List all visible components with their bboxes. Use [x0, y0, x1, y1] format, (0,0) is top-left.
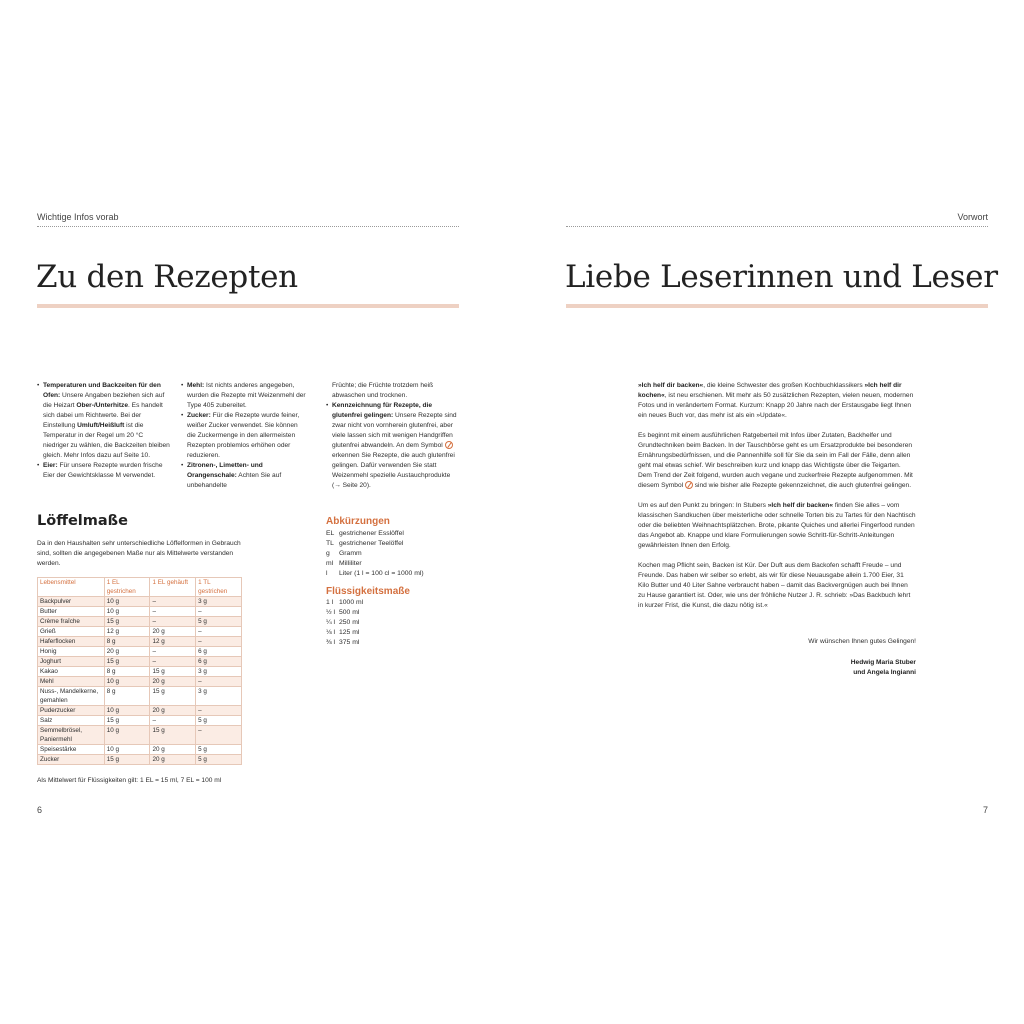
- table-cell: –: [150, 716, 196, 726]
- table-row: [38, 716, 242, 726]
- table-cell: 15 g: [150, 667, 196, 677]
- foreword-body: [638, 381, 916, 621]
- table-cell: Mehl: [38, 677, 105, 687]
- table-header: 1 EL gestrichen: [104, 578, 150, 597]
- table-cell: 12 g: [104, 627, 150, 637]
- closing-line: Wir wünschen Ihnen gutes Gelingen!: [808, 638, 916, 645]
- list-item-value: 375 ml: [339, 639, 360, 646]
- list-item-key: ½ l: [326, 609, 336, 616]
- list-item: [326, 628, 363, 638]
- table-cell: 20 g: [150, 627, 196, 637]
- table-cell: 6 g: [196, 657, 242, 667]
- table-row: [38, 647, 242, 657]
- spoon-measures-heading: Löffelmaße: [37, 513, 128, 529]
- table-cell: 20 g: [104, 647, 150, 657]
- table-row: [38, 677, 242, 687]
- list-item: [326, 598, 363, 608]
- table-cell: –: [196, 607, 242, 617]
- table-row: [38, 607, 242, 617]
- list-item: [326, 529, 424, 539]
- table-cell: –: [150, 597, 196, 607]
- table-cell: 3 g: [196, 667, 242, 677]
- table-cell: Joghurt: [38, 657, 105, 667]
- list-item-key: EL: [326, 530, 335, 537]
- left-running-head: Wichtige Infos vorab: [37, 212, 119, 222]
- table-cell: 20 g: [150, 745, 196, 755]
- table-cell: 10 g: [104, 745, 150, 755]
- table-cell: 6 g: [196, 647, 242, 657]
- list-item-value: Liter (1 l = 100 cl = 1000 ml): [339, 570, 424, 577]
- table-cell: 10 g: [104, 677, 150, 687]
- foreword-paragraph-4: Kochen mag Pflicht sein, Backen ist Kür. Der Duft aus dem Backofen schafft Freude – und Freunde. Das haben wir selber so erlebt, als wir für diese Neuausgabe allein 1.700 Eier, 31 Kilo Butter und 40 Liter Sahne verbraucht haben – damit das Backvergnügen auch bei Ihnen zu Hause garantiert ist. Oder, wie uns der fröhliche Nutzer J. R. schrieb: »Das Backbuch lehrt in kurzer Frist, die Kunst, die dazu nötig ist.«: [638, 562, 911, 609]
- info-column-2: [181, 381, 307, 491]
- list-item-value: gestrichener Esslöffel: [339, 530, 404, 537]
- table-cell: 5 g: [196, 745, 242, 755]
- list-item-value: 500 ml: [339, 609, 360, 616]
- abbreviations-heading: Abkürzungen: [326, 516, 390, 527]
- table-cell: 15 g: [150, 687, 196, 706]
- table-cell: 12 g: [150, 637, 196, 647]
- table-cell: 20 g: [150, 706, 196, 716]
- table-header: 1 TL gestrichen: [196, 578, 242, 597]
- table-cell: 15 g: [104, 617, 150, 627]
- list-item-key: ml: [326, 560, 334, 567]
- table-cell: –: [196, 726, 242, 745]
- list-item: [326, 549, 424, 559]
- table-cell: Puderzucker: [38, 706, 105, 716]
- list-item: [326, 608, 363, 618]
- list-item-key: g: [326, 550, 330, 557]
- table-cell: Semmelbrösel, Paniermehl: [38, 726, 105, 745]
- list-item: [326, 569, 424, 579]
- table-row: [38, 726, 242, 745]
- info-item-sugar: • Zucker: Für die Rezepte wurde feiner, weißer Zucker verwendet. Sie können die Zuckermenge in den allermeisten Rezepten problemlos erhöhen oder reduzieren.: [181, 411, 307, 461]
- fluid-measures-list: [326, 598, 363, 648]
- signature-line-1: Hedwig Maria Stuber: [850, 659, 916, 666]
- table-cell: 5 g: [196, 617, 242, 627]
- right-header-rule: [566, 226, 988, 227]
- foreword-paragraph-3: Um es auf den Punkt zu bringen: In Stubers »Ich helf dir backen« finden Sie alles – vom klassischen Sandkuchen über meisterliche oder schnelle Torten bis zu Tartes für den Nachtisch oder die beliebten Weihnachtsplätzchen. Brote, pikante Quiches und allerlei Fingerfood runden das Angebot ab. Knappe und klare Formulierungen sowie Schritt-für-Schritt-Anleitungen gewährleisten Ihnen den Erfolg.: [638, 502, 916, 549]
- list-item-key: 1 l: [326, 599, 334, 606]
- table-cell: Nuss-, Mandelkerne, gemahlen: [38, 687, 105, 706]
- signature-line-2: und Angela Ingianni: [853, 669, 916, 676]
- table-cell: –: [150, 657, 196, 667]
- table-cell: Butter: [38, 607, 105, 617]
- glutenfree-icon: [445, 441, 453, 449]
- list-item-value: gestrichener Teelöffel: [339, 540, 404, 547]
- list-item-value: Gramm: [339, 550, 362, 557]
- info-item-citrus: • Zitronen-, Limetten- und Orangenschale: Achten Sie auf unbehandelte: [181, 461, 307, 491]
- info-column-1: [37, 381, 170, 481]
- list-item: [326, 618, 363, 628]
- table-cell: 5 g: [196, 755, 242, 765]
- table-cell: 15 g: [104, 657, 150, 667]
- table-cell: –: [150, 607, 196, 617]
- table-cell: 10 g: [104, 597, 150, 607]
- citrus-continuation: Früchte; die Früchte trotzdem heiß abwaschen und trocknen.: [332, 382, 434, 399]
- table-cell: –: [150, 647, 196, 657]
- list-item-key: ⅛ l: [326, 629, 336, 636]
- list-item: [326, 638, 363, 648]
- table-cell: Speisestärke: [38, 745, 105, 755]
- list-item-value: Milliliter: [339, 560, 362, 567]
- table-row: [38, 657, 242, 667]
- left-page-number: 6: [37, 805, 43, 815]
- table-row: [38, 637, 242, 647]
- table-cell: 8 g: [104, 667, 150, 677]
- table-row: [38, 617, 242, 627]
- table-cell: 8 g: [104, 687, 150, 706]
- list-item: [326, 559, 424, 569]
- table-cell: –: [150, 617, 196, 627]
- spoon-measures-table: [37, 577, 242, 765]
- glutenfree-icon: [685, 481, 693, 489]
- table-row: [38, 755, 242, 765]
- table-row: [38, 667, 242, 677]
- table-cell: Kakao: [38, 667, 105, 677]
- right-title-underline: [566, 304, 988, 308]
- abbreviations-list: [326, 529, 424, 579]
- right-page-number: 7: [982, 805, 988, 815]
- table-row: [38, 745, 242, 755]
- foreword-paragraph-1: »Ich helf dir backen«, die kleine Schwester des großen Kochbuchklassikers »Ich helf dir kochen«, ist neu erschienen. Mit mehr als 50 zusätzlichen Rezepten, vielen neuen, modernen Fotos und in verändertem Format. Kurzum: Knapp 20 Jahre nach der Erstausgabe liegt Ihnen ein neues Buch vor, das mehr ist als ein »Update«.: [638, 382, 914, 419]
- list-item-key: ¼ l: [326, 619, 336, 626]
- table-cell: Crème fraîche: [38, 617, 105, 627]
- table-cell: 20 g: [150, 677, 196, 687]
- table-cell: –: [196, 706, 242, 716]
- right-running-head: Vorwort: [957, 212, 988, 222]
- table-cell: 15 g: [150, 726, 196, 745]
- table-header: Lebensmittel: [38, 578, 105, 597]
- table-cell: Zucker: [38, 755, 105, 765]
- table-cell: Grieß: [38, 627, 105, 637]
- list-item-value: 250 ml: [339, 619, 360, 626]
- right-page-title: Liebe Leserinnen und Leser: [565, 259, 998, 295]
- table-cell: 5 g: [196, 716, 242, 726]
- list-item-key: l: [326, 570, 328, 577]
- table-cell: 15 g: [104, 716, 150, 726]
- table-cell: Backpulver: [38, 597, 105, 607]
- table-cell: –: [196, 677, 242, 687]
- list-item-value: 1000 ml: [339, 599, 364, 606]
- table-cell: 10 g: [104, 706, 150, 716]
- table-cell: Salz: [38, 716, 105, 726]
- fluid-measures-heading: Flüssigkeitsmaße: [326, 586, 410, 597]
- info-item-eggs: • Eier: Für unsere Rezepte wurden frische Eier der Gewichtsklasse M verwendet.: [37, 461, 170, 481]
- left-title-underline: [37, 304, 459, 308]
- table-cell: –: [196, 627, 242, 637]
- table-cell: 10 g: [104, 607, 150, 617]
- table-row: [38, 597, 242, 607]
- table-row: [38, 627, 242, 637]
- left-page-title: Zu den Rezepten: [36, 259, 298, 295]
- foreword-paragraph-2: Es beginnt mit einem ausführlichen Ratgeberteil mit Infos über Zutaten, Backhelfer und Grundtechniken beim Backen. In der Tauschbörse geht es um Ersatzprodukte bei besonderen Ernährungsbedürfnissen, und die Pannenhilfe soll für Sie da sein im Fall der Fälle, denn allen geht mal etwas schief. Wir beschreiben kurz und knapp das Wichtigste über die Teigarten. Dem Trend der Zeit folgend, wurden auch vegane und zuckerfreie Rezepte aufgenommen. Mit diesem Symbol sind wie bisher alle Rezepte gekennzeichnet, die auch glutenfrei gelingen.: [638, 432, 913, 489]
- table-header: 1 EL gehäuft: [150, 578, 196, 597]
- table-row: [38, 706, 242, 716]
- table-header-row: [38, 578, 242, 597]
- table-cell: Haferflocken: [38, 637, 105, 647]
- table-cell: 10 g: [104, 726, 150, 745]
- spoon-measures-intro: Da in den Haushalten sehr unterschiedliche Löffelformen in Gebrauch sind, sollten die angegebenen Maße nur als Mittelwerte verstanden werden.: [37, 540, 241, 567]
- table-cell: 8 g: [104, 637, 150, 647]
- fluid-average-note: Als Mittelwert für Flüssigkeiten gilt: 1 EL = 15 ml, 7 EL = 100 ml: [37, 777, 222, 784]
- table-row: [38, 687, 242, 706]
- left-header-rule: [37, 226, 459, 227]
- table-cell: 3 g: [196, 597, 242, 607]
- info-item-temperature: • Temperaturen und Backzeiten für den Ofen: Unsere Angaben beziehen sich auf die Heizart Ober-/Unterhitze. Es handelt sich dabei um Richtwerte. Bei der Einstellung Umluft/Heißluft ist die Temperatur in der Regel um 20 °C niedriger zu wählen, die Backzeiten bleiben gleich. Mehr Infos dazu auf Seite 10.: [37, 381, 170, 461]
- list-item: [326, 539, 424, 549]
- table-cell: Honig: [38, 647, 105, 657]
- info-item-glutenfree: • Kennzeichnung für Rezepte, die glutenfrei gelingen: Unsere Rezepte sind zwar nicht von vornherein glutenfrei, aber viele lassen sich mit wenigen Handgriffen glutenfrei abwandeln. An dem Symbol erkennen Sie Rezepte, die auch glutenfrei gelingen. Dafür verwenden Sie statt Weizenmehl spezielle Austauchprodukte (→ Seite 20).: [326, 401, 459, 491]
- table-cell: 20 g: [150, 755, 196, 765]
- info-item-flour: • Mehl: Ist nichts anderes angegeben, wurden die Rezepte mit Weizenmehl der Type 405 zubereitet.: [181, 381, 307, 411]
- table-cell: –: [196, 637, 242, 647]
- table-cell: 15 g: [104, 755, 150, 765]
- info-column-3: [326, 381, 459, 491]
- list-item-key: TL: [326, 540, 334, 547]
- table-cell: 3 g: [196, 687, 242, 706]
- list-item-value: 125 ml: [339, 629, 360, 636]
- list-item-key: ⅜ l: [326, 639, 336, 646]
